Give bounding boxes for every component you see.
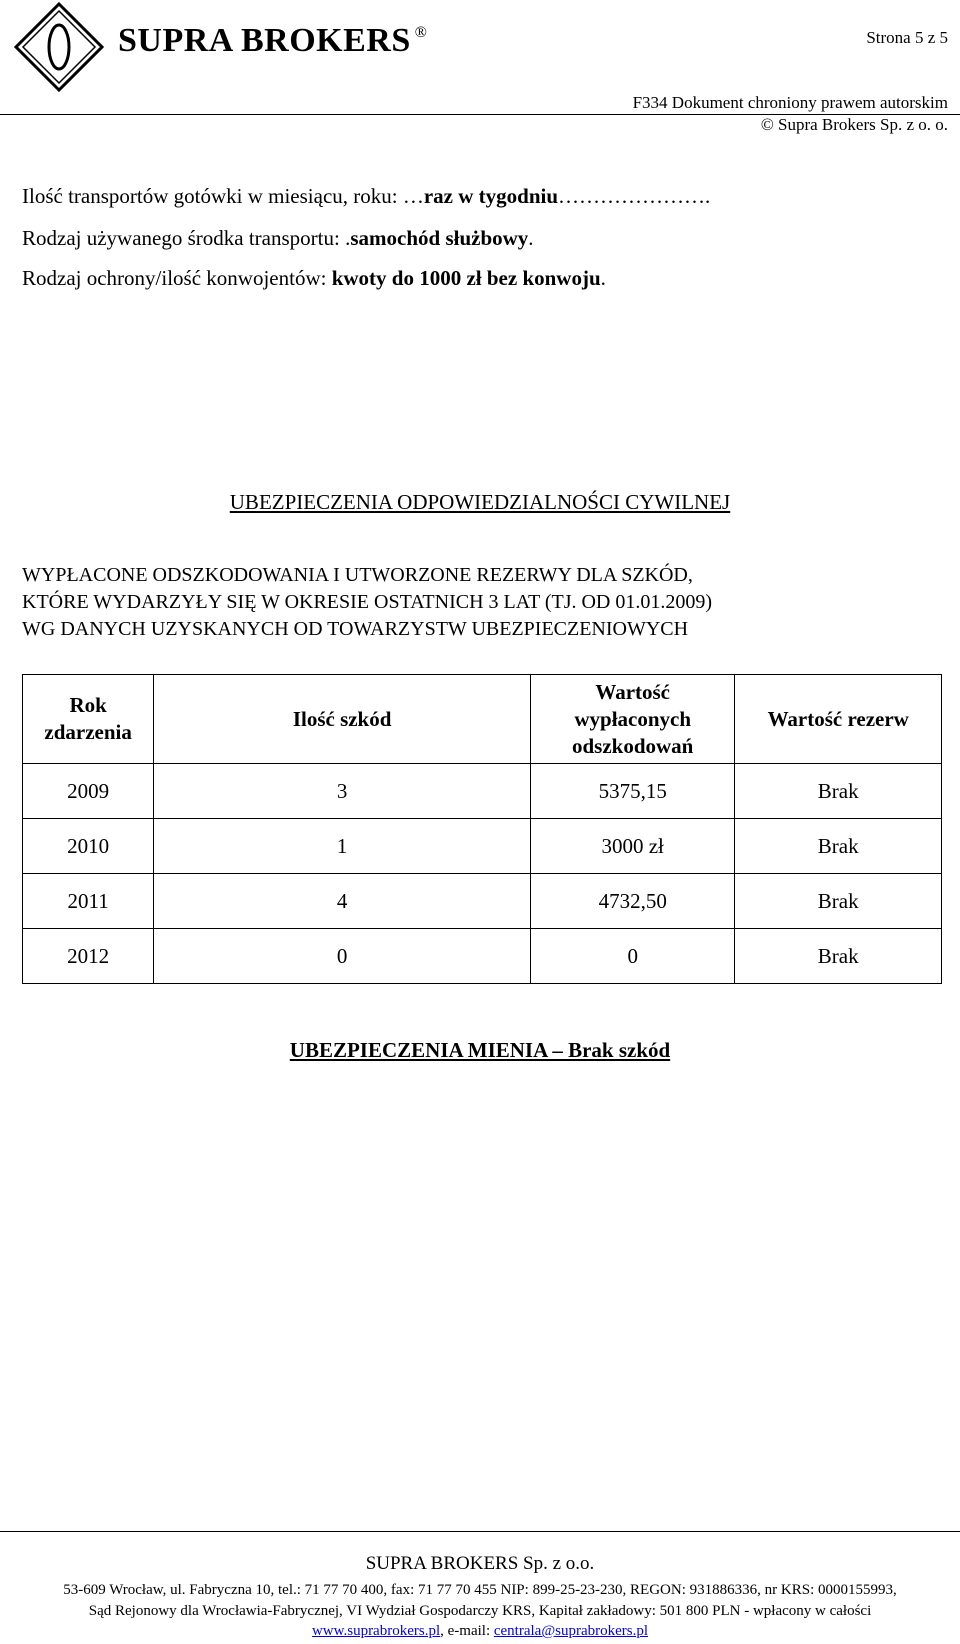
header-count: Ilość szkód: [154, 675, 531, 764]
transport-frequency-line: Ilość transportów gotówki w miesiącu, roku: …raz w tygodniu………………….: [22, 184, 711, 208]
header-reserve: Wartość rezerw: [735, 675, 942, 764]
footer-contact: www.suprabrokers.pl, e-mail: centrala@suprabrokers.pl: [311, 1623, 649, 1639]
liability-subtitle: WYPŁACONE ODSZKODOWANIA I UTWORZONE REZERWY DLA SZKÓD, KTÓRE WYDARZYŁY SIĘ W OKRESIE OSTATNICH 3 LAT (TJ. OD 01.01.2009) WG DANYCH UZYSKANYCH OD TOWARZYSTW UBEZPIECZENIOWYCH: [22, 564, 713, 640]
footer-company: SUPRA BROKERS Sp. z o.o.: [365, 1553, 595, 1574]
cell-count: 0: [154, 929, 531, 984]
cell-count: 1: [154, 819, 531, 874]
cell-count: 3: [154, 764, 531, 819]
footer-court-info: Sąd Rejonowy dla Wrocławia-Fabrycznej, VI Wydział Gospodarczy KRS, Kapitał zakładowy: 501 800 PLN - wpłacony w całości: [88, 1603, 872, 1619]
header-paid: Wartość wypłaconych odszkodowań: [530, 675, 735, 764]
table-row: [23, 929, 942, 984]
vehicle-type-value: samochód służbowy: [350, 226, 529, 250]
copyright-line-1: F334 Dokument chroniony prawem autorskim: [632, 93, 948, 112]
cell-paid: 4732,50: [530, 874, 735, 929]
cell-reserve: Brak: [735, 764, 942, 819]
table-row: [23, 764, 942, 819]
cell-year: 2011: [23, 874, 154, 929]
page-number: Strona 5 z 5: [866, 28, 948, 47]
cell-year: 2009: [23, 764, 154, 819]
cell-reserve: Brak: [735, 929, 942, 984]
cell-year: 2010: [23, 819, 154, 874]
website-link[interactable]: www.suprabrokers.pl: [311, 1623, 441, 1639]
vehicle-type-line: Rodzaj używanego środka transportu: .samochód służbowy.: [22, 226, 534, 250]
cell-paid: 3000 zł: [530, 819, 735, 874]
supra-brokers-logo-icon: [14, 2, 104, 92]
liability-section-title: UBEZPIECZENIA ODPOWIEDZIALNOŚCI CYWILNEJ: [229, 490, 731, 514]
email-link[interactable]: centrala@suprabrokers.pl: [493, 1623, 649, 1639]
cell-paid: 0: [530, 929, 735, 984]
cell-reserve: Brak: [735, 874, 942, 929]
cell-reserve: Brak: [735, 819, 942, 874]
header-divider: [0, 114, 960, 115]
table-row: [23, 874, 942, 929]
footer-address: 53-609 Wrocław, ul. Fabryczna 10, tel.: 71 77 70 400, fax: 71 77 70 455 NIP: 899-25-23-230, REGON: 931886336, nr KRS: 0000155993,: [63, 1582, 897, 1598]
cell-count: 4: [154, 874, 531, 929]
footer-divider: [0, 1531, 960, 1532]
table-header-row: [23, 675, 942, 764]
table-row: [23, 819, 942, 874]
claims-table: [22, 674, 942, 984]
property-section-title: UBEZPIECZENIA MIENIA – Brak szkód: [289, 1038, 671, 1062]
cell-year: 2012: [23, 929, 154, 984]
header-year: Rok zdarzenia: [23, 675, 154, 764]
escort-value: kwoty do 1000 zł bez konwoju: [331, 266, 601, 290]
brand-name: SUPRA BROKERS ®: [118, 22, 428, 59]
copyright-line-2: © Supra Brokers Sp. z o. o.: [760, 115, 948, 134]
escort-line: Rodzaj ochrony/ilość konwojentów: kwoty do 1000 zł bez konwoju.: [22, 266, 606, 290]
cell-paid: 5375,15: [530, 764, 735, 819]
registered-mark: ®: [414, 24, 428, 41]
transport-frequency-value: raz w tygodniu: [423, 184, 559, 208]
